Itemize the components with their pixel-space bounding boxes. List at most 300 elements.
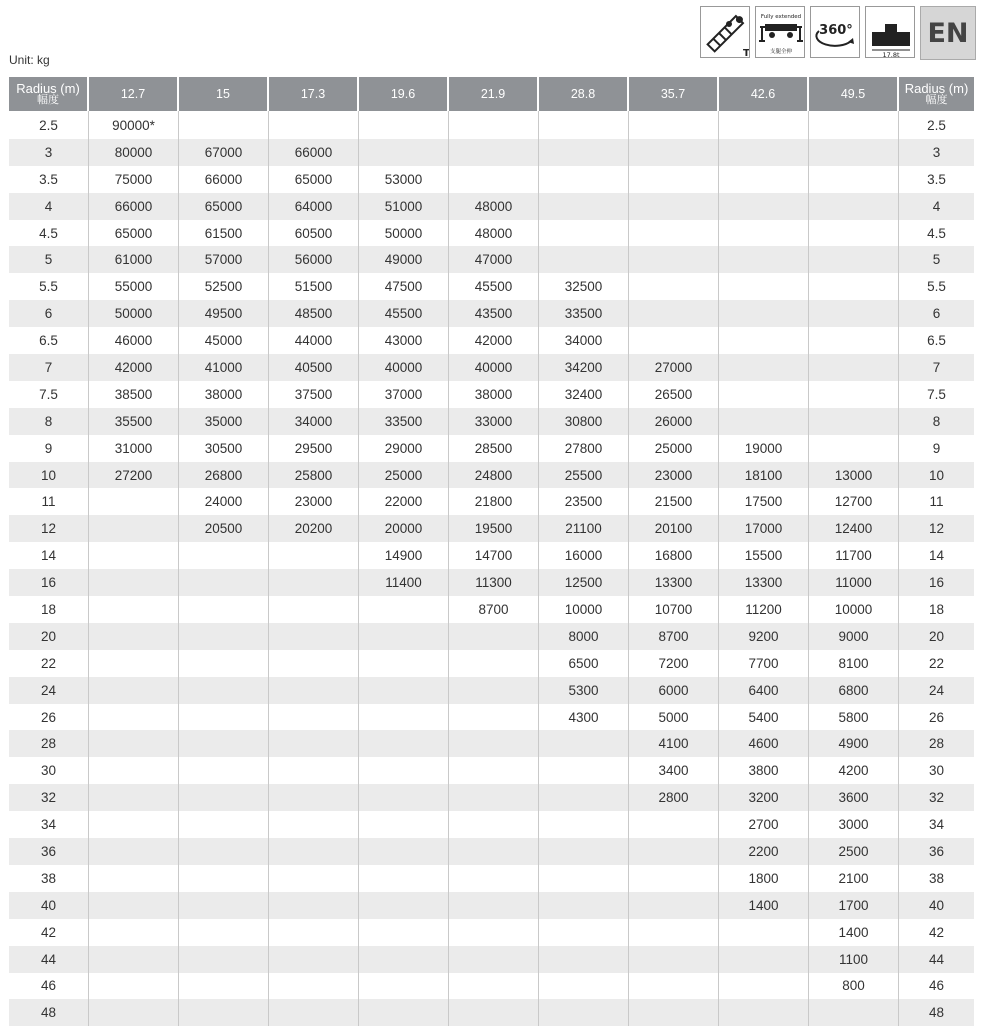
load-cell: 48000 — [449, 220, 539, 247]
load-cell: 53000 — [359, 166, 449, 193]
load-cell — [269, 704, 359, 731]
load-cell — [269, 892, 359, 919]
load-cell — [449, 838, 539, 865]
radius-cell: 2.5 — [927, 117, 946, 133]
table-row — [9, 946, 974, 973]
load-cell — [89, 515, 179, 542]
load-cell — [629, 946, 719, 973]
load-cell — [359, 730, 449, 757]
load-cell: 21100 — [539, 515, 629, 542]
load-cell — [539, 946, 629, 973]
load-cell — [89, 542, 179, 569]
load-cell — [269, 946, 359, 973]
rotation-360-icon — [810, 6, 860, 58]
load-cell: 11700 — [809, 542, 899, 569]
load-cell — [269, 865, 359, 892]
load-cell — [449, 892, 539, 919]
load-cell — [89, 865, 179, 892]
load-cell: 38000 — [449, 381, 539, 408]
load-cell — [719, 354, 809, 381]
load-cell: 12500 — [539, 569, 629, 596]
load-cell: 8000 — [539, 623, 629, 650]
load-cell — [89, 892, 179, 919]
load-cell: 60500 — [269, 220, 359, 247]
load-cell: 46000 — [89, 327, 179, 354]
svg-text:Fully extended: Fully extended — [760, 14, 802, 20]
radius-cell: 38 — [928, 870, 945, 886]
load-cell — [539, 865, 629, 892]
load-cell — [89, 784, 179, 811]
load-cell — [629, 999, 719, 1026]
load-cell — [89, 811, 179, 838]
load-cell: 43500 — [449, 300, 539, 327]
load-cell — [809, 246, 899, 273]
table-row — [9, 757, 974, 784]
load-cell — [809, 139, 899, 166]
load-cell: 33000 — [449, 408, 539, 435]
radius-cell: 40 — [899, 892, 974, 919]
load-cell — [449, 946, 539, 973]
radius-cell: 28 — [899, 730, 974, 757]
load-cell — [809, 273, 899, 300]
load-cell — [179, 999, 269, 1026]
table-row — [9, 166, 974, 193]
radius-cell: 20 — [899, 623, 974, 650]
radius-cell: 46 — [928, 978, 945, 994]
load-cell — [719, 139, 809, 166]
load-cell — [359, 623, 449, 650]
load-cell: 33500 — [539, 300, 629, 327]
load-cell: 8700 — [449, 596, 539, 623]
load-cell: 23000 — [629, 462, 719, 489]
load-cell — [449, 784, 539, 811]
load-cell: 6800 — [809, 677, 899, 704]
load-cell — [539, 784, 629, 811]
load-cell: 29000 — [359, 435, 449, 462]
boom-length-header: 15 — [179, 77, 269, 111]
load-cell: 25500 — [539, 462, 629, 489]
svg-text:17.8t: 17.8t — [882, 51, 900, 59]
load-cell — [719, 408, 809, 435]
load-cell: 19500 — [449, 515, 539, 542]
load-cell — [269, 784, 359, 811]
load-cell: 57000 — [179, 246, 269, 273]
load-cell — [89, 946, 179, 973]
load-cell: 4300 — [539, 704, 629, 731]
load-cell: 50000 — [359, 220, 449, 247]
load-cell: 20000 — [359, 515, 449, 542]
load-cell — [359, 919, 449, 946]
boom-length-header: 19.6 — [359, 77, 449, 111]
load-cell — [719, 973, 809, 1000]
load-cell: 27800 — [539, 435, 629, 462]
load-cell: 3000 — [809, 811, 899, 838]
load-cell — [809, 354, 899, 381]
radius-cell: 48 — [899, 999, 974, 1026]
radius-cell: 42 — [9, 919, 89, 946]
load-cell — [539, 139, 629, 166]
load-cell: 2100 — [809, 865, 899, 892]
table-row — [9, 462, 974, 489]
boom-length-header: 21.9 — [449, 77, 539, 111]
load-cell — [89, 488, 179, 515]
load-cell — [179, 596, 269, 623]
load-cell: 64000 — [269, 193, 359, 220]
table-row — [9, 542, 974, 569]
load-cell: 37500 — [269, 381, 359, 408]
load-cell: 11000 — [809, 569, 899, 596]
radius-cell: 36 — [9, 838, 89, 865]
load-cell: 3800 — [719, 757, 809, 784]
table-row — [9, 677, 974, 704]
load-cell — [719, 919, 809, 946]
load-cell: 32400 — [539, 381, 629, 408]
table-row — [9, 704, 974, 731]
load-cell — [629, 811, 719, 838]
language-en-button[interactable]: EN — [920, 6, 976, 60]
load-cell — [629, 193, 719, 220]
load-cell — [449, 973, 539, 1000]
table-row — [9, 999, 974, 1026]
load-cell: 8100 — [809, 650, 899, 677]
load-cell — [179, 811, 269, 838]
boom-length-header: 17.3 — [269, 77, 359, 111]
load-cell: 41000 — [179, 354, 269, 381]
svg-text:T: T — [743, 48, 750, 59]
load-cell: 38000 — [179, 381, 269, 408]
outrigger-fully-extended-icon — [755, 6, 805, 58]
load-cell — [449, 677, 539, 704]
load-cell — [629, 327, 719, 354]
load-cell: 35500 — [89, 408, 179, 435]
load-cell — [539, 999, 629, 1026]
load-cell: 51000 — [359, 193, 449, 220]
load-cell — [269, 596, 359, 623]
load-cell: 11200 — [719, 596, 809, 623]
load-cell: 1700 — [809, 892, 899, 919]
load-cell: 25000 — [359, 462, 449, 489]
table-row — [9, 650, 974, 677]
radius-cell: 32 — [9, 784, 89, 811]
load-cell — [449, 999, 539, 1026]
table-header-row — [9, 77, 974, 111]
load-cell — [179, 650, 269, 677]
radius-cell: 9 — [9, 435, 89, 462]
telescopic-boom-icon — [700, 6, 750, 58]
load-cell: 52500 — [179, 273, 269, 300]
radius-cell: 5 — [899, 246, 974, 273]
radius-cell: 4.5 — [9, 220, 89, 247]
radius-cell: 16 — [9, 569, 89, 596]
radius-cell: 28 — [9, 730, 89, 757]
load-cell — [179, 946, 269, 973]
load-cell — [629, 273, 719, 300]
radius-cell: 9 — [932, 440, 941, 456]
load-cell — [269, 730, 359, 757]
load-cell — [359, 999, 449, 1026]
radius-cell: 12 — [9, 515, 89, 542]
radius-cell: 7.5 — [9, 381, 89, 408]
load-cell: 32500 — [539, 273, 629, 300]
radius-cell: 4 — [899, 193, 974, 220]
radius-cell: 34 — [9, 811, 89, 838]
table-row — [9, 246, 974, 273]
unit-label: Unit: kg — [9, 53, 50, 67]
load-cell — [89, 730, 179, 757]
load-cell: 40500 — [269, 354, 359, 381]
radius-cell: 8 — [9, 408, 89, 435]
load-cell — [629, 220, 719, 247]
load-cell — [449, 623, 539, 650]
load-cell — [179, 623, 269, 650]
radius-cell: 6.5 — [927, 333, 946, 349]
load-cell: 1800 — [719, 865, 809, 892]
table-row — [9, 973, 974, 1000]
radius-header-left — [9, 77, 89, 111]
load-cell — [359, 811, 449, 838]
load-cell: 21500 — [629, 488, 719, 515]
load-cell — [89, 973, 179, 1000]
table-row — [9, 919, 974, 946]
radius-cell: 3.5 — [9, 166, 89, 193]
load-cell: 45500 — [359, 300, 449, 327]
table-row — [9, 273, 974, 300]
radius-cell: 44 — [9, 946, 89, 973]
load-cell: 28500 — [449, 435, 539, 462]
load-cell — [359, 139, 449, 166]
radius-cell: 3 — [899, 139, 974, 166]
load-cell: 20500 — [179, 515, 269, 542]
load-cell: 6400 — [719, 677, 809, 704]
load-cell: 800 — [809, 973, 899, 1000]
load-cell — [89, 596, 179, 623]
load-cell — [539, 220, 629, 247]
load-cell: 13300 — [629, 569, 719, 596]
load-cell: 9000 — [809, 623, 899, 650]
load-cell: 2700 — [719, 811, 809, 838]
radius-cell: 36 — [899, 838, 974, 865]
radius-cell: 12 — [899, 515, 974, 542]
load-cell — [809, 220, 899, 247]
load-cell — [89, 650, 179, 677]
radius-cell: 7.5 — [927, 386, 946, 402]
table-row — [9, 892, 974, 919]
radius-cell: 4.5 — [927, 225, 946, 241]
radius-cell: 30 — [928, 763, 945, 779]
load-cell — [539, 730, 629, 757]
table-row — [9, 435, 974, 462]
load-cell: 30500 — [179, 435, 269, 462]
load-cell — [269, 542, 359, 569]
load-cell: 3600 — [809, 784, 899, 811]
load-cell — [359, 838, 449, 865]
load-cell — [629, 892, 719, 919]
load-cell — [269, 650, 359, 677]
load-cell — [269, 623, 359, 650]
radius-cell: 8 — [899, 408, 974, 435]
load-cell: 4200 — [809, 757, 899, 784]
load-cell — [809, 111, 899, 139]
load-cell — [359, 677, 449, 704]
load-cell: 7200 — [629, 650, 719, 677]
load-cell: 19000 — [719, 435, 809, 462]
table-row — [9, 730, 974, 757]
load-cell: 51500 — [269, 273, 359, 300]
load-cell — [269, 811, 359, 838]
load-cell — [89, 838, 179, 865]
load-cell: 10700 — [629, 596, 719, 623]
load-cell: 2200 — [719, 838, 809, 865]
load-cell — [449, 865, 539, 892]
radius-cell: 38 — [9, 865, 89, 892]
radius-cell: 14 — [9, 542, 89, 569]
load-cell: 21800 — [449, 488, 539, 515]
load-cell: 11400 — [359, 569, 449, 596]
load-cell: 7700 — [719, 650, 809, 677]
load-cell: 66000 — [179, 166, 269, 193]
load-cell — [539, 973, 629, 1000]
load-cell — [629, 139, 719, 166]
load-cell: 25000 — [629, 435, 719, 462]
load-cell: 18100 — [719, 462, 809, 489]
load-cell — [359, 946, 449, 973]
load-cell: 35000 — [179, 408, 269, 435]
load-cell — [179, 892, 269, 919]
load-cell — [719, 246, 809, 273]
load-cell: 67000 — [179, 139, 269, 166]
load-cell — [719, 300, 809, 327]
load-cell: 42000 — [89, 354, 179, 381]
load-cell: 9200 — [719, 623, 809, 650]
load-cell: 2800 — [629, 784, 719, 811]
load-cell: 47000 — [449, 246, 539, 273]
load-cell — [719, 273, 809, 300]
load-cell — [719, 220, 809, 247]
load-cell: 5000 — [629, 704, 719, 731]
load-cell — [269, 677, 359, 704]
table-body — [9, 111, 974, 1026]
boom-length-header: 49.5 — [809, 77, 899, 111]
radius-cell: 3.5 — [927, 171, 946, 187]
load-cell — [359, 596, 449, 623]
radius-cell: 18 — [9, 596, 89, 623]
radius-cell: 24 — [9, 677, 89, 704]
load-cell: 44000 — [269, 327, 359, 354]
load-cell — [809, 166, 899, 193]
load-cell — [629, 111, 719, 139]
load-cell — [179, 704, 269, 731]
load-cell: 5800 — [809, 704, 899, 731]
radius-cell: 20 — [9, 623, 89, 650]
load-chart-table — [9, 77, 974, 1026]
load-cell: 17000 — [719, 515, 809, 542]
load-cell: 80000 — [89, 139, 179, 166]
load-cell — [269, 757, 359, 784]
radius-cell: 10 — [9, 462, 89, 489]
load-cell: 2500 — [809, 838, 899, 865]
load-cell: 10000 — [809, 596, 899, 623]
load-cell: 31000 — [89, 435, 179, 462]
load-cell — [719, 193, 809, 220]
load-cell: 45500 — [449, 273, 539, 300]
load-cell — [539, 811, 629, 838]
radius-header-cn: 幅度 — [925, 94, 948, 106]
table-row — [9, 111, 974, 139]
load-cell — [539, 111, 629, 139]
load-cell: 55000 — [89, 273, 179, 300]
load-cell: 61000 — [89, 246, 179, 273]
radius-cell: 22 — [928, 655, 945, 671]
load-cell: 16000 — [539, 542, 629, 569]
load-cell: 37000 — [359, 381, 449, 408]
load-cell: 47500 — [359, 273, 449, 300]
load-cell: 27000 — [629, 354, 719, 381]
load-cell: 49000 — [359, 246, 449, 273]
radius-cell: 3 — [9, 139, 89, 166]
load-cell — [539, 166, 629, 193]
table-row — [9, 354, 974, 381]
load-cell: 75000 — [89, 166, 179, 193]
table-row — [9, 139, 974, 166]
load-cell: 26800 — [179, 462, 269, 489]
table-row — [9, 623, 974, 650]
boom-length-header: 42.6 — [719, 77, 809, 111]
load-cell: 45000 — [179, 327, 269, 354]
load-cell — [89, 704, 179, 731]
load-cell: 1400 — [809, 919, 899, 946]
svg-text:支腿全伸: 支腿全伸 — [769, 49, 793, 55]
load-cell — [359, 892, 449, 919]
table-row — [9, 811, 974, 838]
table-row — [9, 784, 974, 811]
load-cell: 12400 — [809, 515, 899, 542]
radius-cell: 16 — [899, 569, 974, 596]
load-cell — [269, 838, 359, 865]
load-cell — [629, 838, 719, 865]
load-cell — [539, 838, 629, 865]
radius-cell: 10 — [899, 462, 974, 489]
load-cell — [89, 569, 179, 596]
load-cell: 8700 — [629, 623, 719, 650]
load-cell — [269, 973, 359, 1000]
load-cell — [89, 999, 179, 1026]
radius-cell: 48 — [9, 999, 89, 1026]
table-row — [9, 515, 974, 542]
load-cell: 22000 — [359, 488, 449, 515]
counterweight-icon — [865, 6, 915, 58]
table-row — [9, 193, 974, 220]
radius-cell: 5 — [9, 246, 89, 273]
load-cell — [809, 300, 899, 327]
load-cell — [179, 784, 269, 811]
load-cell: 3200 — [719, 784, 809, 811]
load-cell — [809, 381, 899, 408]
load-cell: 49500 — [179, 300, 269, 327]
boom-length-header: 28.8 — [539, 77, 629, 111]
load-cell: 14900 — [359, 542, 449, 569]
radius-cell: 42 — [928, 924, 945, 940]
load-cell — [179, 569, 269, 596]
load-cell: 4600 — [719, 730, 809, 757]
radius-header-en: Radius (m) — [904, 81, 969, 96]
load-cell — [719, 166, 809, 193]
load-cell — [449, 704, 539, 731]
load-cell: 90000* — [89, 111, 179, 139]
load-cell — [449, 757, 539, 784]
radius-cell: 14 — [928, 548, 945, 564]
load-cell — [179, 542, 269, 569]
radius-header-en: Radius (m) — [16, 81, 80, 96]
